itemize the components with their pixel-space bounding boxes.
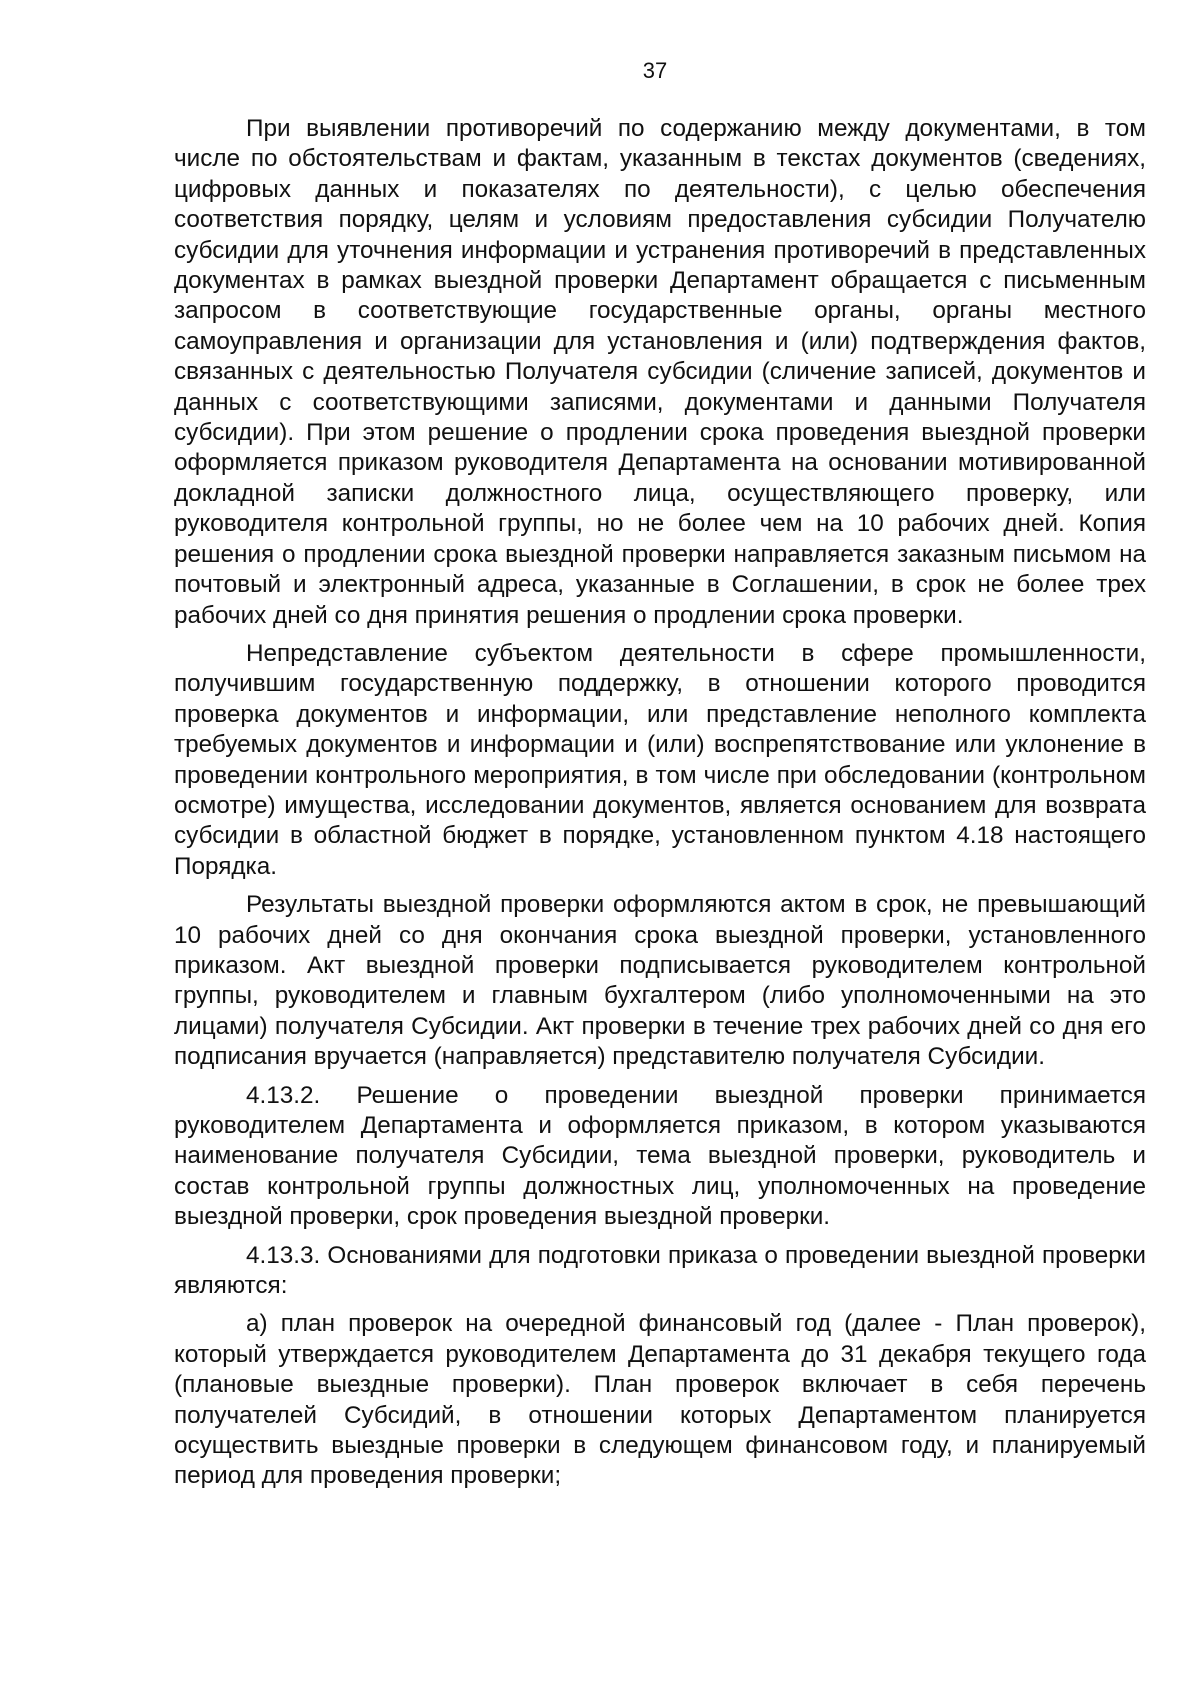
paragraph-4-13-3: 4.13.3. Основаниями для подготовки приказа о проведении выездной проверки являются: [174, 1241, 1146, 1300]
paragraph-4-13-2: 4.13.2. Решение о проведении выездной проверки принимается руководителем Департамента и оформляется приказом, в котором указываются наименование получателя Субсидии, тема выездной проверки, руководитель и состав контрольной группы должностных лиц, уполномоченных на проведение выездной проверки, срок проведения выездной проверки. [174, 1081, 1146, 1231]
page-number: 37 [642, 58, 668, 83]
paragraph-inspection-results: Результаты выездной проверки оформляются актом в срок, не превышающий 10 рабочих дней со дня окончания срока выездной проверки, установленного приказом. Акт выездной проверки подписывается руководителем контрольной группы, руководителем и главным бухгалтером (либо уполномоченными на это лицами) получателя Субсидии. Акт проверки в течение трех рабочих дней со дня его подписания вручается (направляется) представителю получателя Субсидии. [174, 891, 1146, 1071]
paragraph-contradictions: При выявлении противоречий по содержанию между документами, в том числе по обстоятельствам и фактам, указанным в текстах документов (сведениях, цифровых данных и показателях по деятельности), с целью обеспечения соответствия порядку, целям и условиям предоставления субсидии Получателю субсидии для уточнения информации и устранения противоречий в представленных документах в рамках выездной проверки Департамент обращается с письменным запросом в соответствующие государственные органы, органы местного самоуправления и организации для установления и (или) подтверждения фактов, связанных с деятельностью Получателя субсидии (сличение записей, документов и данных с соответствующими записями, документами и данными Получателя субсидии). При этом решение о продлении срока проведения выездной проверки оформляется приказом руководителя Департамента на основании мотивированной докладной записки должностного лица, осуществляющего проверку, или руководителя контрольной группы, но не более чем на 10 рабочих дней. Копия решения о продлении срока выездной проверки направляется заказным письмом на почтовый и электронный адреса, указанные в Соглашении, в срок не более трех рабочих дней со дня принятия решения о продлении срока проверки. [174, 115, 1146, 629]
paragraph-non-submission: Непредставление субъектом деятельности в сфере промышленности, получившим государственную поддержку, в отношении которого проводится проверка документов и информации, или представление неполного комплекта требуемых документов и информации и (или) воспрепятствование или уклонение в проведении контрольного мероприятия, в том числе при обследовании (контрольном осмотре) имущества, исследовании документов, является основанием для возврата субсидии в областной бюджет в порядке, установленном пунктом 4.18 настоящего Порядка. [174, 639, 1146, 880]
document-body [174, 114, 1146, 1500]
paragraph-item-a: а) план проверок на очередной финансовый год (далее - План проверок), который утверждается руководителем Департамента до 31 декабря текущего года (плановые выездные проверки). План проверок включает в себя перечень получателей Субсидий, в отношении которых Департаментом планируется осуществить выездные проверки в следующем финансовом году, и планируемый период для проведения проверки; [174, 1310, 1146, 1490]
